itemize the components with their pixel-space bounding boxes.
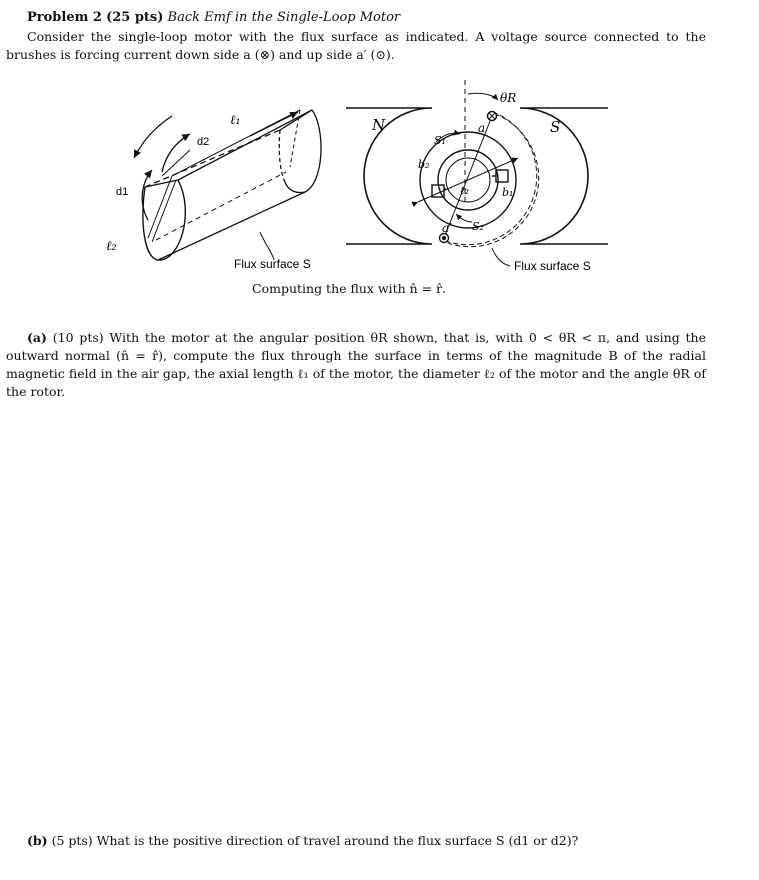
problem-heading: Back Emf in the Single-Loop Motor [167,10,401,25]
label-d2: d2 [197,136,210,148]
problem-points: (25 pts) [106,10,164,25]
part-b-text: (5 pts) What is the positive direction of travel around the flux surface S (d1 or d2)? [51,833,579,848]
pole-S: S [550,118,561,136]
label-b2: b₂ [418,158,430,171]
pole-N: N [372,116,386,134]
part-a [6,329,706,401]
motor-figure [100,72,630,272]
cross-section-diagram [346,80,608,266]
label-a: a [478,121,486,135]
part-b [27,832,578,850]
half-cylinder-diagram [134,110,321,260]
problem-title [27,9,400,27]
label-l2-left: ℓ₂ [106,239,117,254]
label-b1: b₁ [502,186,514,199]
figure-caption: Computing the flux with n̂ = r̂. [252,281,447,296]
flux-label-right: Flux surface S [514,259,591,272]
label-d1: d1 [116,186,129,198]
label-s1: S₁ [434,134,446,147]
label-a-prime: a′ [442,221,452,235]
label-l2-right: ℓ₂ [460,184,469,197]
flux-label-left: Flux surface S [234,257,311,271]
label-theta: θR [500,91,517,105]
part-a-label: (a) [27,330,47,345]
label-s2: S₂ [472,220,484,233]
problem-label: Problem 2 [27,10,102,25]
label-l1: ℓ₁ [230,113,241,128]
part-a-text: (10 pts) With the motor at the angular position θR shown, that is, with 0 < θR < π, and using the outward normal (n̂ = r̂), compute the flux through the surface in terms of the magnitude B of the radial magnetic field in the air gap, the axial length ℓ₁ of the motor, the diameter ℓ₂ of the motor and the angle θR of the rotor. [6,330,706,399]
part-b-label: (b) [27,833,48,848]
problem-intro: Consider the single-loop motor with the flux surface as indicated. A voltage source connected to the brushes is forcing current down side a (⊗) and up side a′ (⊙). [6,29,706,62]
